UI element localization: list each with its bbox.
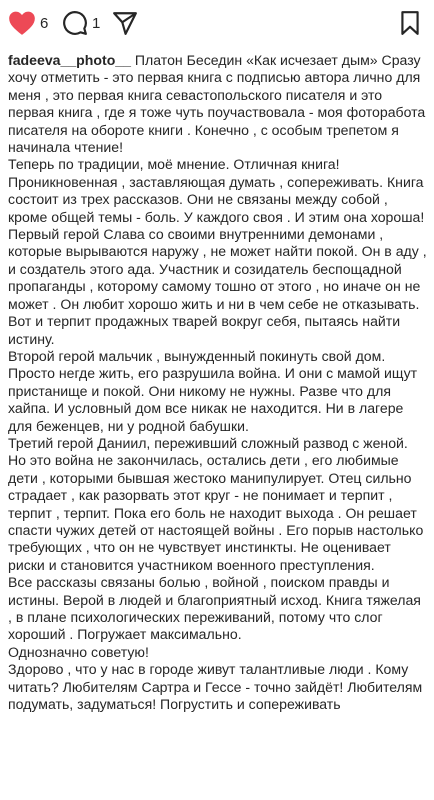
like-button[interactable]	[8, 10, 48, 36]
caption-paragraph-6: Все рассказы связаны болью , войной , поиском правды и истины. Верой в людей и благоприятный исход. Книга тяжелая , в плане психологических переживаний, потому что слог хороший . Погружает максимально.	[8, 574, 421, 643]
post-caption	[8, 52, 428, 713]
share-button[interactable]	[112, 11, 138, 35]
bookmark-icon	[400, 10, 420, 36]
comment-icon	[62, 10, 88, 36]
caption-paragraph-3: Первый герой Слава со своими внутренними демонами , которые вырываются наружу , не может найти покой. Он в аду , и создатель этого ада. Участник и созидатель беспощадной пропаганды , которому самому тошно от этого , но иначе он не может . Он любит хорошо жить и ни в чем себе не отказывать. Вот и терпит продажных тварей вокруг себя, пытаясь найти истину.	[8, 226, 427, 347]
caption-paragraph-8: Здорово , что у нас в городе живут талантливые люди . Кому читать? Любителям Сартра и Гессе - точно зайдёт! Любителям подумать, задуматься! Погрустить и сопереживать	[8, 661, 423, 713]
caption-text-1: Платон Беседин «Как исчезает дым» Сразу хочу отметить - это первая книга с подписью автора лично для меня , это первая книга севастопольского писателя и это первая книга , где я тоже чуть поучаствовала - моя фоторабота писателя на обороте книги . Конечно , с особым трепетом я начинала чтение!	[8, 52, 426, 156]
post-username[interactable]: fadeeva__photo__	[8, 52, 131, 68]
caption-paragraph-2: Теперь по традиции, моё мнение. Отличная книга! Проникновенная , заставляющая думать , сопереживать. Книга состоит из трех рассказов. Они не связаны между собой , кроме общей темы - боль. У каждого своя . И этим она хороша!	[8, 156, 425, 225]
heart-icon	[8, 10, 36, 36]
paper-plane-icon	[112, 11, 138, 35]
caption-paragraph-7: Однозначно советую!	[8, 643, 149, 660]
post-action-bar	[0, 0, 434, 48]
comment-button[interactable]	[62, 10, 100, 36]
save-button[interactable]	[400, 10, 420, 36]
caption-paragraph-1	[8, 52, 428, 156]
caption-paragraph-4: Второй герой мальчик , вынужденный покинуть свой дом. Просто негде жить, его разрушила война. И они с мамой ищут пристанище и покой. Они никому не нужны. Разве что для хайпа. И условный дом все никак не находится. Ни в лагере для беженцев, ни у родной бабушки.	[8, 347, 418, 434]
comment-count: 1	[92, 14, 101, 32]
like-count: 6	[40, 14, 49, 32]
caption-paragraph-5: Третий герой Даниил, переживший сложный развод с женой. Но это война не закончилась, остались дети , его любимые дети , которыми бывшая жестоко манипулирует. Отец сильно страдает , как разорвать этот круг - не понимает и терпит , терпит , терпит. Пока его боль не находит выхода . Он решает спасти чужих детей от настоящей войны . Его порыв настолько требующих , что он не чувствует инстинкты. Не оценивает риски и становится участником военного преступления.	[8, 434, 424, 573]
